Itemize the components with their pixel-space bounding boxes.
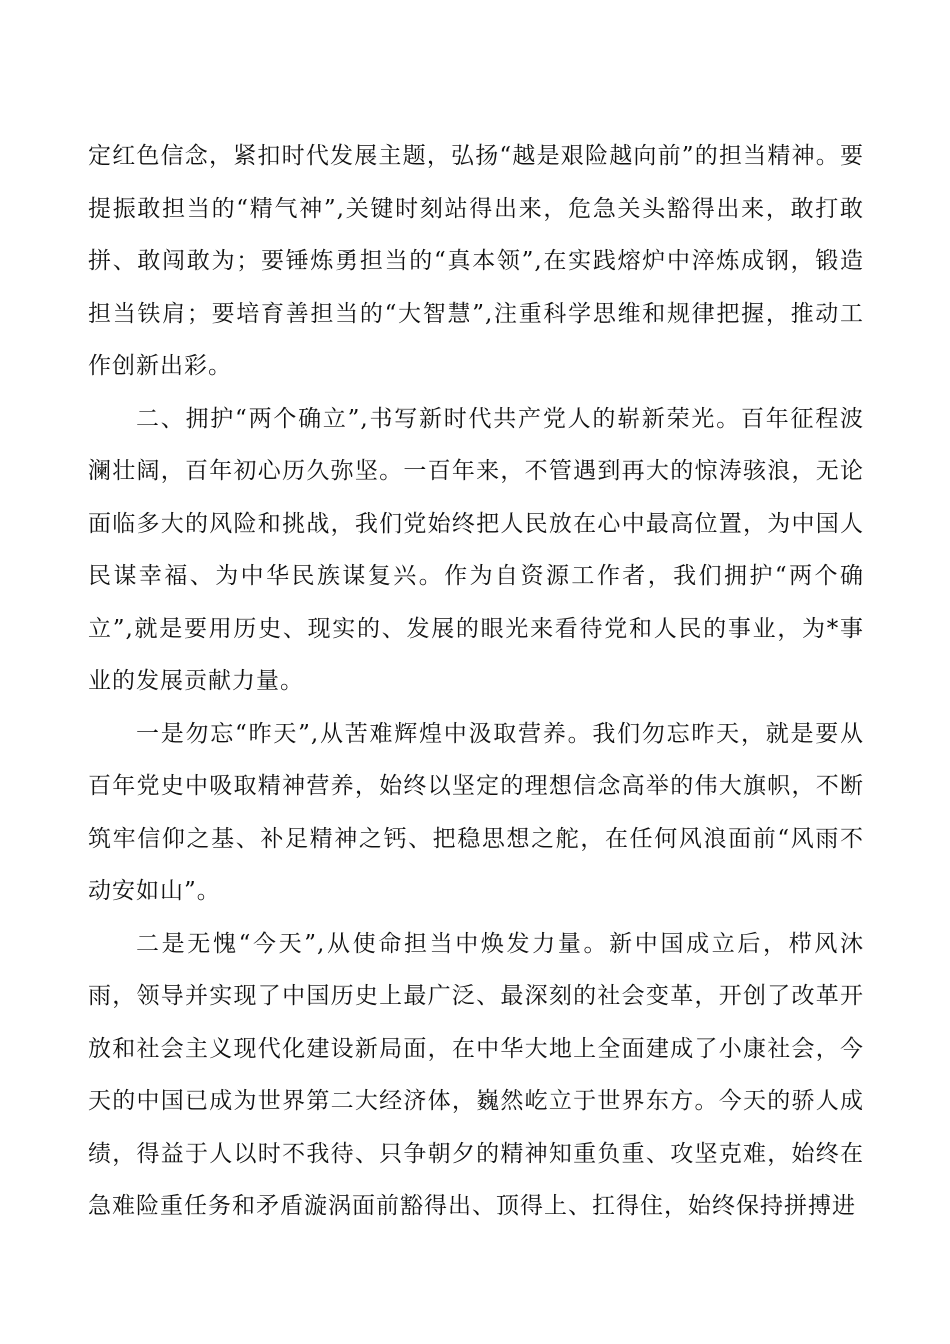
paragraph-4: 二是无愧“今天”,从使命担当中焕发力量。新中国成立后，栉风沐雨，领导并实现了中国历史上最广泛、最深刻的社会变革，开创了改革开放和社会主义现代化建设新局面，在中华大地上全面建成了小康社会，今天的中国已成为世界第二大经济体，巍然屹立于世界东方。今天的骄人成绩，得益于人以时不我待、只争朝夕的精神知重负重、攻坚克难，始终在急难险重任务和矛盾漩涡面前豁得出、顶得上、扛得住，始终保持拼搏进 xyxy=(88,930,864,1219)
document-body xyxy=(88,130,864,1233)
paragraph-1: 定红色信念，紧扣时代发展主题，弘扬“越是艰险越向前”的担当精神。要提振敢担当的“精气神”,关键时刻站得出来，危急关头豁得出来，敢打敢拼、敢闯敢为；要锤炼勇担当的“真本领”,在实践熔炉中淬炼成钢，锻造担当铁肩；要培育善担当的“大智慧”,注重科学思维和规律把握，推动工作创新出彩。 xyxy=(88,143,864,379)
paragraph-2: 二、拥护“两个确立”,书写新时代共产党人的崭新荣光。百年征程波澜壮阔，百年初心历久弥坚。一百年来，不管遇到再大的惊涛骇浪，无论面临多大的风险和挑战，我们党始终把人民放在心中最高位置，为中国人民谋幸福、为中华民族谋复兴。作为自资源工作者，我们拥护“两个确立”,就是要用历史、现实的、发展的眼光来看待党和人民的事业，为*事业的发展贡献力量。 xyxy=(88,405,864,694)
paragraph-3: 一是勿忘“昨天”,从苦难辉煌中汲取营养。我们勿忘昨天，就是要从百年党史中吸取精神营养，始终以坚定的理想信念高举的伟大旗帜，不断筑牢信仰之基、补足精神之钙、把稳思想之舵，在任何风浪面前“风雨不动安如山”。 xyxy=(88,720,864,904)
